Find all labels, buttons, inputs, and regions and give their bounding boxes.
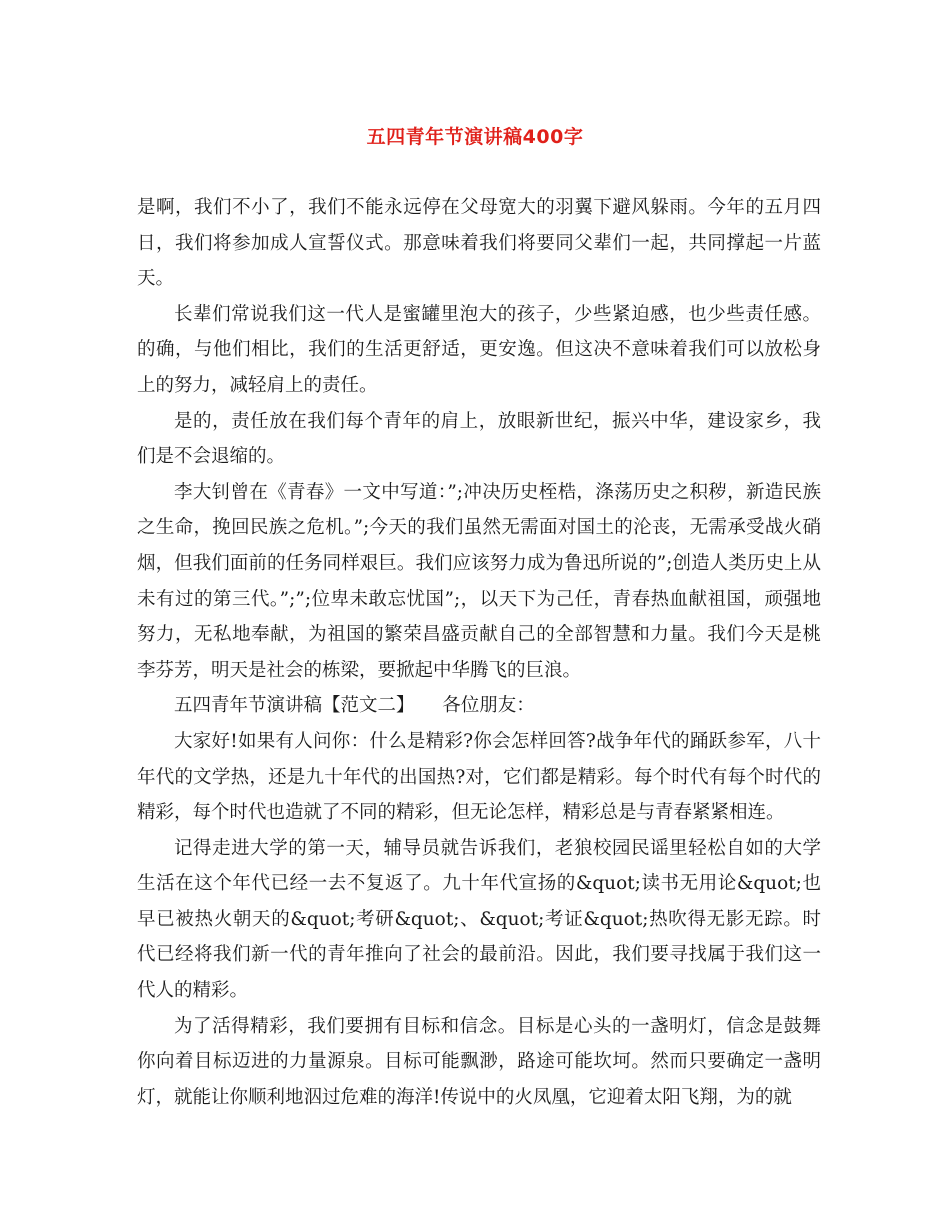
paragraph: 长辈们常说我们这一代人是蜜罐里泡大的孩子，少些紧迫感，也少些责任感。的确，与他们相比，我们的生活更舒适，更安逸。但这决不意味着我们可以放松身上的努力，减轻肩上的责任。	[137, 303, 821, 396]
paragraph: 大家好!如果有人问你：什么是精彩?你会怎样回答?战争年代的踊跃参军，八十年代的文学热，还是九十年代的出国热?对，它们都是精彩。每个时代有每个时代的精彩，每个时代也造就了不同的精彩，但无论怎样，精彩总是与青春紧紧相连。	[137, 730, 821, 824]
paragraph: 是啊，我们不小了，我们不能永远停在父母宽大的羽翼下避风躲雨。今年的五月四日，我们将参加成人宣誓仪式。那意味着我们将要同父辈们一起，共同撑起一片蓝天。	[137, 197, 821, 290]
document-body	[137, 190, 821, 1115]
section-heading-paragraph: 五四青年节演讲稿【范文二】 各位朋友：	[174, 695, 535, 717]
paragraph: 是的，责任放在我们每个青年的肩上，放眼新世纪，振兴中华，建设家乡，我们是不会退缩的。	[137, 410, 821, 468]
paragraph: 李大钊曾在《青春》一文中写道：”;冲决历史桎梏，涤荡历史之积秽，新造民族之生命，挽回民族之危机。”;今天的我们虽然无需面对国土的沦丧，无需承受战火硝烟，但我们面前的任务同样艰巨。我们应该努力成为鲁迅所说的”;创造人类历史上从未有过的第三代。”;”;位卑未敢忘忧国”;，以天下为己任，青春热血献祖国，顽强地努力，无私地奉献，为祖国的繁荣昌盛贡献自己的全部智慧和力量。我们今天是桃李芬芳，明天是社会的栋梁，要掀起中华腾飞的巨浪。	[137, 481, 821, 681]
paragraph: 记得走进大学的第一天，辅导员就告诉我们，老狼校园民谣里轻松自如的大学生活在这个年代已经一去不复返了。九十年代宣扬的&quot;读书无用论&quot;也早已被热火朝天的&quot;考研&quot;、&quot;考证&quot;热吹得无影无踪。时代已经将我们新一代的青年推向了社会的最前沿。因此，我们要寻找属于我们这一代人的精彩。	[137, 837, 821, 1002]
paragraph: 为了活得精彩，我们要拥有目标和信念。目标是心头的一盏明灯，信念是鼓舞你向着目标迈进的力量源泉。目标可能飘渺，路途可能坎坷。然而只要确定一盏明灯，就能让你顺利地泅过危难的海洋!传说中的火凤凰，它迎着太阳飞翔，为的就	[137, 1015, 821, 1108]
document-title: 五四青年节演讲稿400字	[366, 126, 584, 148]
